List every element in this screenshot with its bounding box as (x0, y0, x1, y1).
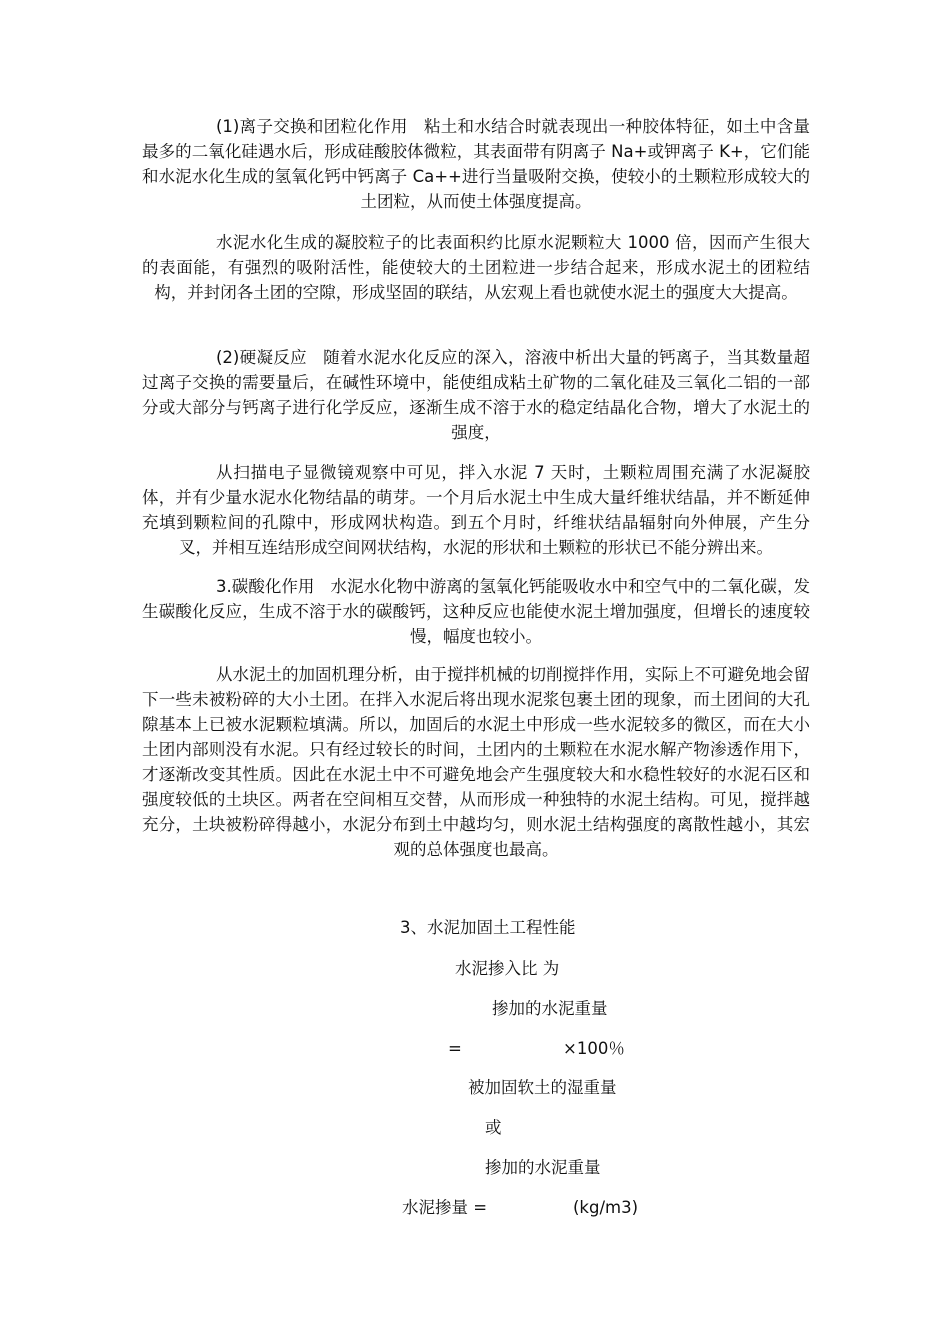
paragraph-gel-particles (142, 230, 810, 305)
formula-or-label: 或 (485, 1118, 502, 1137)
paragraph-body: 粘土和水结合时就表现出一种胶体特征，如土中含量最多的二氧化硅遇水后，形成硅酸胶体微粒，其表面带有阴离子 Na+或钾离子 K+，它们能和水泥水化生成的氢氧化钙中钙离子 Ca++进行当量吸附交换，使较小的土颗粒形成较大的土团粒，从而使土体强度提高。 (142, 117, 811, 211)
formula-dosage-label: 水泥掺量 = (402, 1198, 488, 1217)
paragraph-body: 从扫描电子显微镜观察中可见，拌入水泥 7 天时，土颗粒周围充满了水泥凝胶体，并有少量水泥水化物结晶的萌芽。一个月后水泥土中生成大量纤维状结晶，并不断延伸充填到颗粒间的孔隙中，形成网状构造。到五个月时，纤维状结晶辐射向外伸展，产生分叉，并相互连结形成空间网状结构，水泥的形状和土颗粒的形状已不能分辨出来。 (142, 463, 810, 557)
paragraph-body: 随着水泥水化反应的深入，溶液中析出大量的钙离子，当其数量超过离子交换的需要量后，在碱性环境中，能使组成粘土矿物的二氧化硅及三氧化二铝的一部分或大部分与钙离子进行化学反应，逐渐生成不溶于水的稳定结晶化合物，增大了水泥土的强度， (142, 348, 811, 442)
paragraph-lead: (1)离子交换和团粒化作用 (216, 117, 408, 136)
paragraph-hardening-reaction (142, 345, 810, 445)
paragraph-body: 水泥水化物中游离的氢氧化钙能吸收水中和空气中的二氧化碳，发生碳酸化反应，生成不溶于水的碳酸钙，这种反应也能使水泥土增加强度，但增长的速度较慢，幅度也较小。 (142, 577, 811, 646)
paragraph-carbonation (142, 574, 810, 649)
paragraph-lead: (2)硬凝反应 (216, 348, 307, 367)
formula-ratio-label: 水泥掺入比 为 (455, 959, 560, 978)
paragraph-body: 水泥水化生成的凝胶粒子的比表面积约比原水泥颗粒大 1000 倍，因而产生很大的表面能，有强烈的吸附活性，能使较大的土团粒进一步结合起来，形成水泥土的团粒结构，并封闭各土团的空隙，形成坚固的联结，从宏观上看也就使水泥土的强度大大提高。 (142, 233, 810, 302)
formula-equals-1: = (448, 1039, 462, 1058)
formula-factor-1: ×100％ (563, 1039, 625, 1058)
formula-numerator-2: 掺加的水泥重量 (485, 1158, 601, 1177)
paragraph-lead: 3.碳酸化作用 (216, 577, 315, 596)
paragraph-sem-observation (142, 460, 810, 560)
paragraph-mechanism-analysis (142, 662, 810, 862)
formula-unit-2: (kg/m3) (573, 1198, 639, 1217)
paragraph-body: 从水泥土的加固机理分析，由于搅拌机械的切削搅拌作用，实际上不可避免地会留下一些未被粉碎的大小土团。在拌入水泥后将出现水泥浆包裹土团的现象，而土团间的大孔隙基本上已被水泥颗粒填满。所以，加固后的水泥土中形成一些水泥较多的微区，而在大小土团内部则没有水泥。只有经过较长的时间，土团内的土颗粒在水泥水解产物渗透作用下，才逐渐改变其性质。因此在水泥土中不可避免地会产生强度较大和水稳性较好的水泥石区和强度较低的土块区。两者在空间相互交替，从而形成一种独特的水泥土结构。可见，搅拌越充分，土块被粉碎得越小，水泥分布到土中越均匀，则水泥土结构强度的离散性越小，其宏观的总体强度也最高。 (142, 665, 810, 859)
paragraph-ion-exchange (142, 114, 810, 214)
formula-denominator-1: 被加固软土的湿重量 (468, 1078, 617, 1097)
formula-numerator-1: 掺加的水泥重量 (492, 999, 608, 1018)
section-heading: 3、水泥加固土工程性能 (400, 918, 576, 937)
